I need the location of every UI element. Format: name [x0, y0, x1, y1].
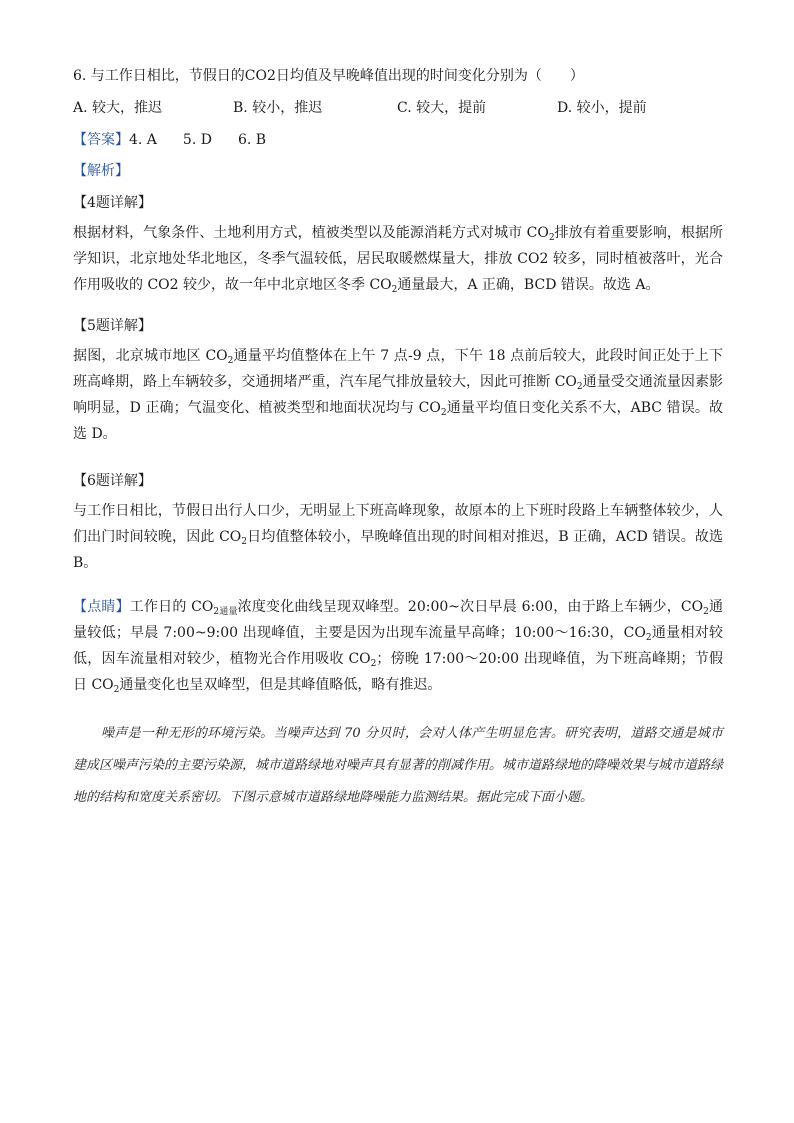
noise-intro-paragraph: 噪声是一种无形的环境污染。当噪声达到 70 分贝时，会对人体产生明显危害。研究表明，道路交通是城市建成区噪声污染的主要污染源，城市道路绿地对噪声具有显著的削减作用。城市道路绿地的降噪效果与城市道路绿地的结构和宽度关系密切。下图示意城市道路绿地降噪能力监测结果。据此完成下面小题。	[73, 726, 724, 805]
answer-row	[73, 130, 292, 150]
dianjing-tag: 【点睛】	[73, 599, 130, 615]
answer-item-4: 4. A	[129, 132, 157, 148]
analysis-tag: 【解析】	[73, 163, 129, 179]
detail-4-heading: 【4题详解】	[73, 195, 152, 211]
option-c: C. 较大，提前	[397, 100, 487, 116]
option-d: D. 较小，提前	[557, 100, 647, 116]
detail-6-heading: 【6题详解】	[73, 473, 152, 489]
detail-4-paragraph: 根据材料，气象条件、土地利用方式，植被类型以及能源消耗方式对城市 $CO_2$排放有着重要影响，根据所学知识，北京地处华北地区，冬季气温较低，居民取暖燃煤量大，排放 CO2 较多，同时植被落叶，光合作用吸收的 CO2 较少，故一年中北京地区冬季 $CO_2$通量最大，A 正确，BCD 错误。故选 A。	[73, 225, 724, 295]
answer-item-6: 6. B	[237, 132, 267, 148]
option-b: B. 较小，推迟	[233, 100, 323, 116]
question-6-stem: 6. 与工作日相比，节假日的CO2日均值及早晚峰值出现的时间变化分别为（ ）	[73, 68, 584, 84]
detail-5-heading: 【5题详解】	[73, 318, 152, 334]
answer-tag: 【答案】	[73, 132, 129, 148]
detail-6-paragraph: 与工作日相比，节假日出行人口少，无明显上下班高峰现象，故原本的上下班时段路上车辆整体较少，人们出门时间较晚，因此 $CO_2$日均值整体较小，早晚峰值出现的时间相对推迟，B 正确，ACD 错误。故选 B。	[73, 503, 724, 571]
detail-5-paragraph: 据图，北京城市地区 $CO_2$通量平均值整体在上午 7 点-9 点，下午 18 点前后较大，此段时间正处于上下班高峰期，路上车辆较多，交通拥堵严重，汽车尾气排放量较大，因此可推断 $CO_2$通量受交通流量因素影响明显，D 正确；气温变化、植被类型和地面状况均与 $CO_2$通量平均值日变化关系不大，ABC 错误。故选 D。	[73, 348, 724, 442]
dianjing-paragraph: 【点睛】工作日的 $CO_{2通量}$浓度变化曲线呈现双峰型。20:00~次日早晨 6:00，由于路上车辆少，$CO_2$通量较低；早晨 7:00~9:00 出现峰值，主要是因为出现车流量早高峰；10:00～16:30，$CO_2$通量相对较低，因车流量相对较少，植物光合作用吸收 $CO_2$；傍晚 17:00～20:00 出现峰值，为下班高峰期；节假日 $CO_2$通量变化也呈双峰型，但是其峰值略低，略有推迟。	[73, 599, 724, 695]
option-a: A. 较大，推迟	[73, 100, 163, 116]
answer-item-5: 5. D	[182, 132, 212, 148]
